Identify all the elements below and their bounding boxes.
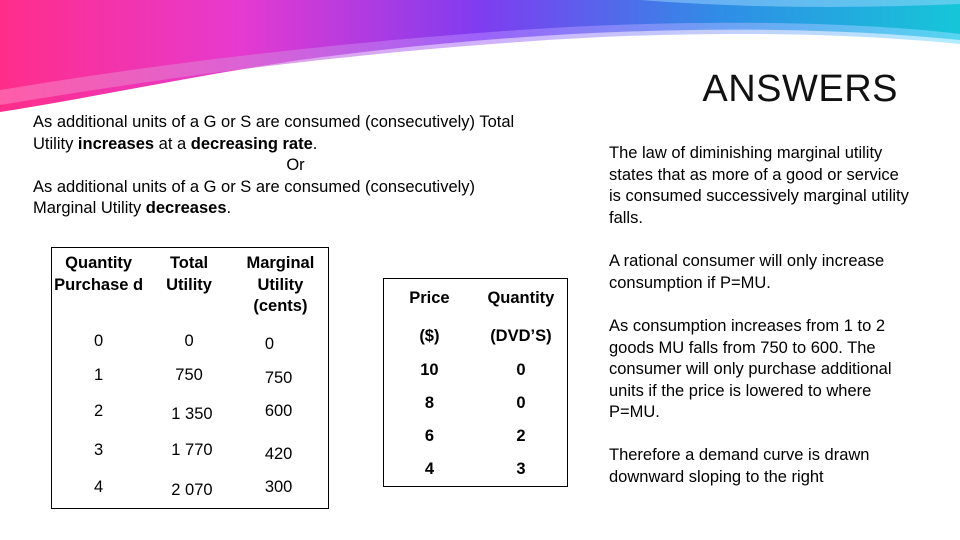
intro-decreases: decreases	[145, 199, 227, 218]
slide-title: ANSWERS	[702, 68, 898, 110]
utility-table	[51, 247, 329, 509]
utility-cell: 600	[264, 401, 293, 420]
utility-cell: 300	[264, 477, 293, 496]
demand-table-header-row	[384, 279, 568, 319]
utility-cell: 0	[184, 331, 194, 350]
table-row	[52, 397, 329, 435]
table-row	[52, 322, 329, 360]
demand-unit-quantity: (DVD’S)	[490, 326, 552, 345]
demand-cell: 2	[516, 426, 526, 445]
utility-cell: 3	[94, 440, 104, 459]
demand-unit-price: ($)	[419, 326, 440, 345]
demand-cell: 10	[420, 360, 439, 379]
utility-cell: 750	[264, 368, 293, 387]
utility-cell: 2	[94, 401, 104, 420]
utility-cell: 2 070	[171, 480, 213, 499]
intro-line-4c: .	[226, 199, 232, 218]
demand-header-price: Price	[409, 289, 450, 308]
demand-cell: 0	[516, 393, 526, 412]
demand-header-quantity: Quantity	[487, 289, 555, 308]
table-row	[52, 473, 329, 509]
demand-cell: 0	[516, 360, 526, 379]
utility-cell: 0	[264, 334, 274, 353]
utility-header-total: Total Utility	[166, 254, 212, 294]
paragraph-demand-curve: Therefore a demand curve is drawn downward sloping to the right	[609, 446, 870, 486]
paragraph-rational-consumer: A rational consumer will only increase consumption if P=MU.	[609, 252, 885, 292]
utility-cell: 1 350	[171, 404, 213, 423]
utility-header-quantity: Quantity Purchase d	[54, 254, 144, 294]
paragraph-law-of-diminishing-mu: The law of diminishing marginal utility states that as more of a good or service is consumed successively marginal utility falls.	[609, 144, 909, 227]
table-row	[384, 453, 568, 487]
intro-text	[33, 112, 593, 220]
intro-line-2c: at a	[154, 134, 191, 153]
intro-line-1: As additional units of a G or S are consumed (consecutively) Total	[33, 113, 515, 131]
demand-cell: 8	[424, 393, 434, 412]
table-row	[52, 360, 329, 397]
table-row	[52, 435, 329, 473]
intro-or: Or	[286, 156, 305, 175]
utility-table-header-row	[52, 248, 329, 322]
intro-increases: increases	[77, 134, 155, 153]
intro-line-3: As additional units of a G or S are consumed (consecutively)	[33, 177, 476, 196]
demand-cell: 4	[424, 459, 434, 478]
intro-line-2a: Utility	[33, 134, 78, 153]
utility-cell: 0	[94, 331, 104, 350]
intro-decreasing-rate: decreasing rate	[190, 134, 313, 153]
utility-cell: 4	[94, 477, 104, 496]
table-row	[384, 420, 568, 453]
utility-cell: 1 770	[171, 440, 213, 459]
demand-schedule-table	[383, 278, 568, 487]
demand-cell: 6	[424, 426, 434, 445]
intro-line-2e: .	[312, 134, 318, 153]
utility-cell: 750	[175, 365, 203, 384]
utility-cell: 420	[264, 444, 293, 463]
utility-header-marginal: Marginal Utility (cents)	[246, 254, 315, 315]
paragraph-consumption-example: As consumption increases from 1 to 2 goods MU falls from 750 to 600. The consumer will only purchase additional units if the price is lowered to where P=MU.	[609, 317, 892, 422]
utility-cell: 1	[94, 365, 104, 384]
demand-table-units-row	[384, 319, 568, 354]
demand-cell: 3	[516, 459, 526, 478]
table-row	[384, 387, 568, 420]
intro-line-4a: Marginal Utility	[33, 199, 146, 218]
table-row	[384, 354, 568, 387]
